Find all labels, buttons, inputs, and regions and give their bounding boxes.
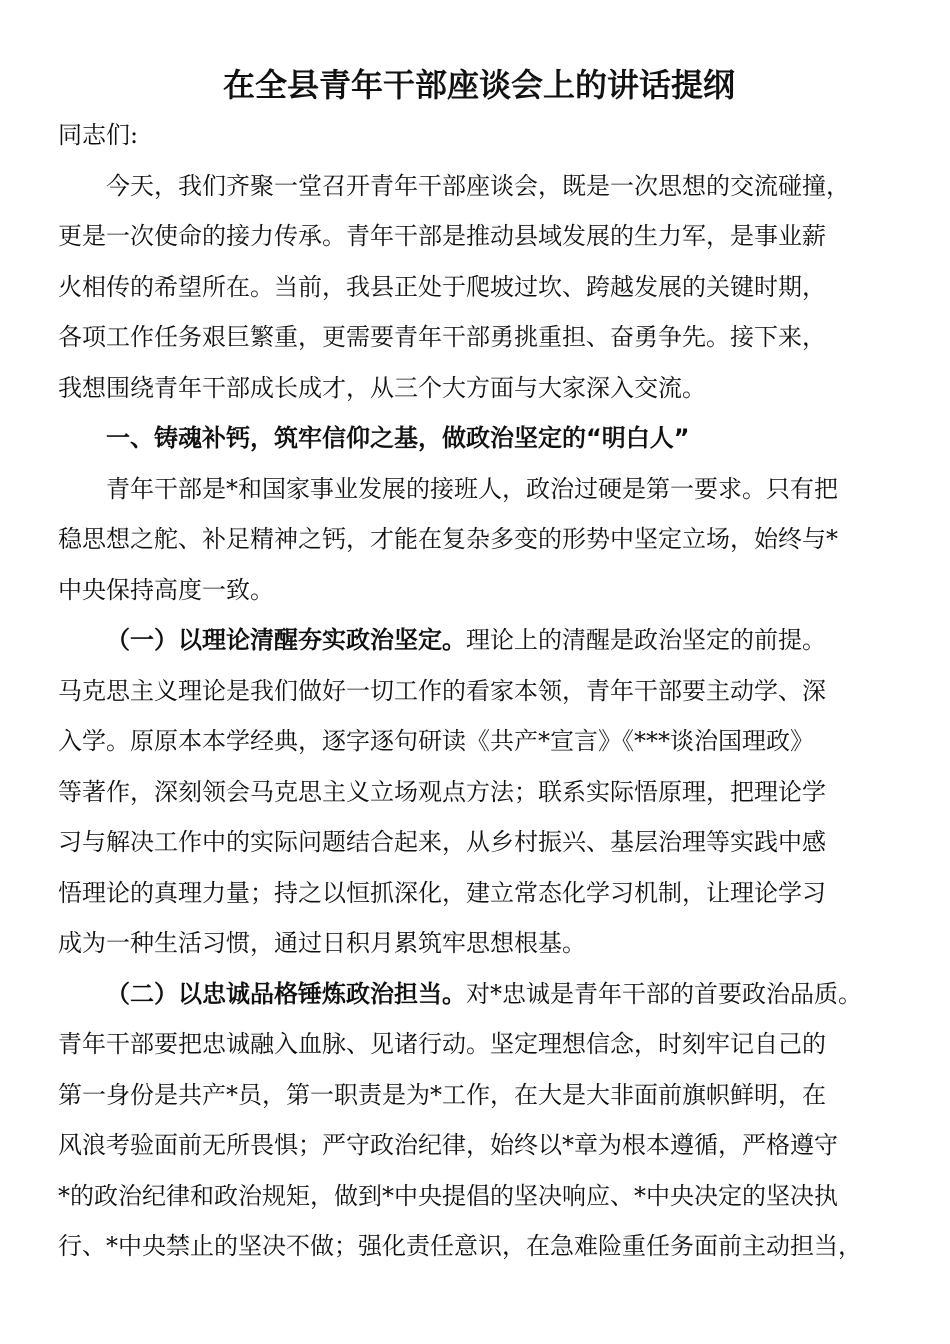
paragraph-line: 火相传的希望所在。当前，我县正处于爬坡过坎、跨越发展的关键时期，: [58, 272, 826, 301]
paragraph-line: 今天，我们齐聚一堂召开青年干部座谈会，既是一次思想的交流碰撞，: [106, 171, 850, 200]
section-heading-1: 一、铸魂补钙，筑牢信仰之基，做政治坚定的“明白人”: [106, 424, 690, 452]
subsection-lead-text: 对*忠诚是青年干部的首要政治品质。: [466, 979, 862, 1008]
paragraph-line: 马克思主义理论是我们做好一切工作的看家本领，青年干部要主动学、深: [58, 676, 826, 705]
paragraph-line: 等著作，深刻领会马克思主义立场观点方法；联系实际悟原理，把理论学: [58, 777, 826, 806]
subsection-1-paragraph: [58, 615, 900, 969]
paragraph-line: 习与解决工作中的实际问题结合起来，从乡村振兴、基层治理等实践中感: [58, 828, 826, 856]
paragraph-line: 青年干部要把忠诚融入血脉、见诸行动。坚定理想信念，时刻牢记自己的: [58, 1030, 826, 1058]
intro-paragraph: [58, 161, 900, 414]
subsection-2-paragraph: [58, 969, 900, 1272]
paragraph-line: [58, 615, 900, 666]
paragraph-line: 成为一种生活习惯，通过日积月累筑牢思想根基。: [58, 929, 586, 957]
subsection-lead-text: 理论上的清醒是政治坚定的前提。: [466, 626, 826, 654]
subsection-heading-1: （一）以理论清醒夯实政治坚定。: [106, 626, 466, 654]
paragraph-line: 入学。原原本本学经典，逐字逐句研读《共产*宣言》《***谈治国理政》: [58, 727, 814, 755]
salutation: 同志们:: [58, 121, 139, 149]
document-page: [58, 60, 900, 1272]
paragraph-line: 风浪考验面前无所畏惧；严守政治纪律，始终以*章为根本遵循，严格遵守: [58, 1131, 838, 1159]
paragraph-line: 行、*中央禁止的坚决不做；强化责任意识，在急难险重任务面前主动担当，: [58, 1232, 862, 1260]
paragraph-line: [58, 969, 900, 1020]
paragraph-line: 我想围绕青年干部成长成才，从三个大方面与大家深入交流。: [58, 373, 706, 402]
paragraph-line: 悟理论的真理力量；持之以恒抓深化，建立常态化学习机制，让理论学习: [58, 878, 826, 907]
subsection-heading-2: （二）以忠诚品格锤炼政治担当。: [106, 979, 466, 1008]
paragraph-line: 第一身份是共产*员，第一职责是为*工作，在大是大非面前旗帜鲜明，在: [58, 1080, 826, 1109]
paragraph-line: 更是一次使命的接力传承。青年干部是推动县域发展的生力军，是事业薪: [58, 222, 826, 250]
document-title: 在全县青年干部座谈会上的讲话提纲: [222, 66, 735, 104]
section1-paragraph: [58, 464, 900, 616]
paragraph-line: 各项工作任务艰巨繁重，更需要青年干部勇挑重担、奋勇争先。接下来，: [58, 323, 826, 351]
paragraph-line: 稳思想之舵、补足精神之钙，才能在复杂多变的形势中坚定立场，始终与*: [58, 525, 838, 553]
paragraph-line: *的政治纪律和政治规矩，做到*中央提倡的坚决响应、*中央决定的坚决执: [58, 1181, 838, 1210]
paragraph-line: 青年干部是*和国家事业发展的接班人，政治过硬是第一要求。只有把: [106, 474, 838, 503]
paragraph-line: 中央保持高度一致。: [58, 575, 274, 604]
